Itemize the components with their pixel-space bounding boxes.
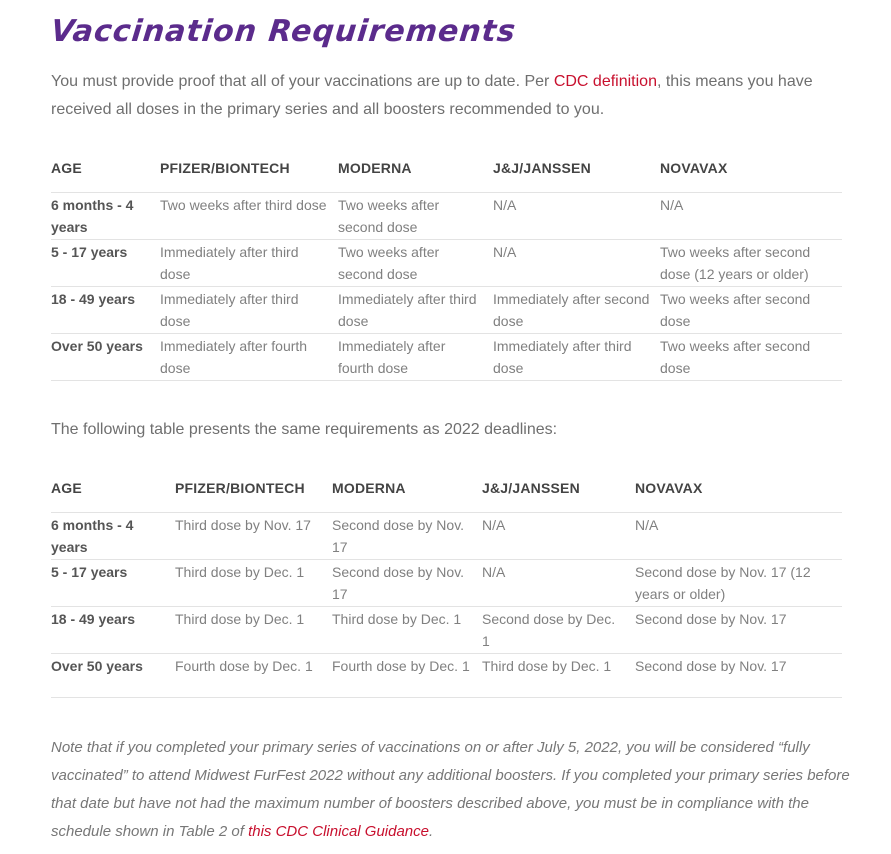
intro-paragraph bbox=[51, 68, 841, 124]
cell: Two weeks after second dose (12 years or older) bbox=[660, 240, 842, 287]
cell: Fourth dose by Dec. 1 bbox=[332, 654, 482, 698]
cell: Third dose by Dec. 1 bbox=[482, 654, 635, 698]
note-end: . bbox=[429, 823, 434, 840]
cell: N/A bbox=[660, 193, 842, 240]
cell: Second dose by Nov. 17 bbox=[635, 654, 842, 698]
cell: Second dose by Nov. 17 (12 years or older) bbox=[635, 560, 842, 607]
header-moderna: MODERNA bbox=[338, 160, 493, 193]
intro-text-after: , this means you have received all doses in the primary series and all boosters recommended to you. bbox=[51, 73, 813, 118]
cell: N/A bbox=[493, 193, 660, 240]
cell: N/A bbox=[482, 513, 635, 560]
header-novavax: NOVAVAX bbox=[660, 160, 842, 193]
deadlines-intro-text: The following table presents the same requirements as 2022 deadlines: bbox=[51, 421, 558, 438]
cell: Second dose by Nov. 17 bbox=[332, 560, 482, 607]
table-row bbox=[51, 513, 842, 560]
cell: Immediately after fourth dose bbox=[338, 334, 493, 381]
cdc-definition-link[interactable]: CDC definition bbox=[553, 73, 657, 90]
cell-age: 5 - 17 years bbox=[51, 240, 160, 287]
cell: Immediately after third dose bbox=[493, 334, 660, 381]
cell: N/A bbox=[635, 513, 842, 560]
table-row bbox=[51, 287, 842, 334]
header-janssen: J&J/JANSSEN bbox=[482, 480, 635, 513]
cell-age: 6 months - 4 years bbox=[51, 193, 160, 240]
cell: Immediately after third dose bbox=[160, 240, 338, 287]
cell: Fourth dose by Dec. 1 bbox=[175, 654, 332, 698]
cell: Second dose by Nov. 17 bbox=[332, 513, 482, 560]
cell-age: 18 - 49 years bbox=[51, 607, 175, 654]
cell: Immediately after third dose bbox=[338, 287, 493, 334]
header-pfizer: PFIZER/BIONTECH bbox=[175, 480, 332, 513]
table-header-row bbox=[51, 480, 842, 513]
cell: Third dose by Nov. 17 bbox=[175, 513, 332, 560]
intro-text-before: You must provide proof that all of your vaccinations are up to date. Per bbox=[51, 73, 554, 90]
table-row bbox=[51, 560, 842, 607]
header-age: AGE bbox=[51, 160, 160, 193]
cell: Two weeks after second dose bbox=[660, 287, 842, 334]
header-age: AGE bbox=[51, 480, 175, 513]
deadlines-table bbox=[51, 480, 842, 698]
table-row bbox=[51, 607, 842, 654]
cell-age: Over 50 years bbox=[51, 654, 175, 698]
cell: Two weeks after second dose bbox=[660, 334, 842, 381]
cell: Second dose by Nov. 17 bbox=[635, 607, 842, 654]
cell: Third dose by Dec. 1 bbox=[175, 607, 332, 654]
cell: Immediately after fourth dose bbox=[160, 334, 338, 381]
cell-age: 6 months - 4 years bbox=[51, 513, 175, 560]
cell: Third dose by Dec. 1 bbox=[332, 607, 482, 654]
header-pfizer: PFIZER/BIONTECH bbox=[160, 160, 338, 193]
table-header-row bbox=[51, 160, 842, 193]
cell-age: 5 - 17 years bbox=[51, 560, 175, 607]
table-row bbox=[51, 654, 842, 698]
cell: Two weeks after third dose bbox=[160, 193, 338, 240]
note-paragraph bbox=[51, 734, 851, 846]
cell: N/A bbox=[493, 240, 660, 287]
cell-age: Over 50 years bbox=[51, 334, 160, 381]
cell: Immediately after third dose bbox=[160, 287, 338, 334]
header-moderna: MODERNA bbox=[332, 480, 482, 513]
table-row bbox=[51, 193, 842, 240]
cell: Third dose by Dec. 1 bbox=[175, 560, 332, 607]
page-title: Vaccination Requirements bbox=[49, 14, 518, 49]
table-row bbox=[51, 240, 842, 287]
cell-age: 18 - 49 years bbox=[51, 287, 160, 334]
requirements-table bbox=[51, 160, 842, 381]
cell: Second dose by Dec. 1 bbox=[482, 607, 635, 654]
cell: Two weeks after second dose bbox=[338, 240, 493, 287]
cell: Two weeks after second dose bbox=[338, 193, 493, 240]
cdc-clinical-guidance-link[interactable]: this CDC Clinical Guidance bbox=[248, 823, 429, 840]
cell: N/A bbox=[482, 560, 635, 607]
cell: Immediately after second dose bbox=[493, 287, 660, 334]
header-janssen: J&J/JANSSEN bbox=[493, 160, 660, 193]
table-row bbox=[51, 334, 842, 381]
note-text: Note that if you completed your primary series of vaccinations on or after July 5, 2022, you will be considered “fully vaccinated” to attend Midwest FurFest 2022 without any additional boosters. If you completed your primary series before that date but have not had the maximum number of boosters described above, you must be in compliance with the schedule shown in Table 2 of bbox=[51, 739, 850, 840]
header-novavax: NOVAVAX bbox=[635, 480, 842, 513]
